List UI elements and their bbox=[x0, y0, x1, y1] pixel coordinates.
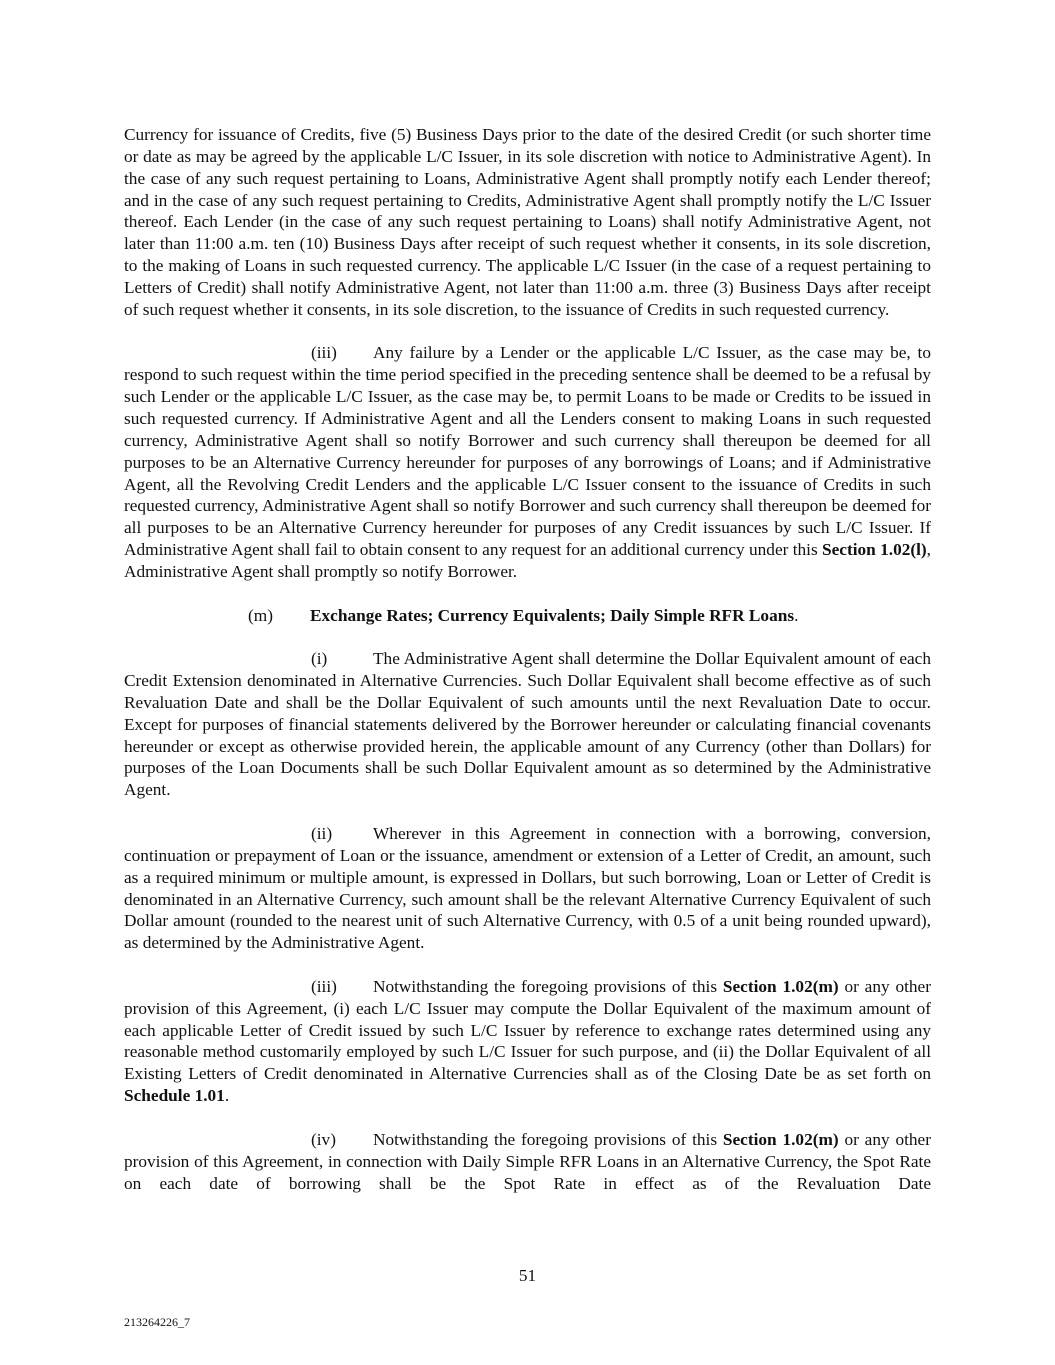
section-reference: Section 1.02(m) bbox=[722, 1129, 839, 1149]
paragraph-m-i: (i) The Administrative Agent shall determine the Dollar Equivalent amount of each Credit Extension denominated in Alternative Currencies. Such Dollar Equivalent shall become effective as of such Revaluation Date and shall be the Dollar Equivalent of such amounts until the next Revaluation Date to occur. Except for purposes of financial statements delivered by the Borrower hereunder or calculating financial covenants hereunder or except as otherwise provided herein, the applicable amount of any Currency (other than Dollars) for purposes of the Loan Documents shall be such Dollar Equivalent amount as so determined by the Administrative Agent. bbox=[124, 649, 931, 800]
clause-number: (iii) bbox=[311, 343, 337, 363]
clause-number: (iii) bbox=[311, 976, 337, 996]
section-reference: Section 1.02(m) bbox=[722, 976, 839, 996]
paragraph-m-iii: (iii) Notwithstanding the foregoing provisions of this Section 1.02(m) or any other provision of this Agreement, (i) each L/C Issuer may compute the Dollar Equivalent of the maximum amount of each applicable Letter of Credit issued by such L/C Issuer by reference to exchange rates determined using any reasonable method customarily employed by such L/C Issuer for such purpose, and (ii) the Dollar Equivalent of all Existing Letters of Credit denominated in Alternative Currencies shall as of the Closing Date be as set forth on Schedule 1.01. bbox=[124, 976, 931, 1106]
section-heading-m: (m) Exchange Rates; Currency Equivalents; Daily Simple RFR Loans. bbox=[248, 605, 799, 625]
schedule-reference: Schedule 1.01 bbox=[124, 1086, 225, 1106]
document-body bbox=[124, 124, 931, 1194]
paragraph-l-iii: (iii) Any failure by a Lender or the applicable L/C Issuer, as the case may be, to respond to such request within the time period specified in the preceding sentence shall be deemed to be a refusal by such Lender or the applicable L/C Issuer, as the case may be, to permit Loans to be made or Credits to be issued in such requested currency. If Administrative Agent and all the Lenders consent to making Loans in such requested currency, Administrative Agent shall so notify Borrower and such currency shall thereupon be deemed for all purposes to be an Alternative Currency hereunder for purposes of any borrowings of Loans; and if Administrative Agent, all the Revolving Credit Lenders and the applicable L/C Issuer consent to the issuance of Credits in such requested currency, Administrative Agent shall so notify Borrower and such currency shall thereupon be deemed for all purposes to be an Alternative Currency hereunder for purposes of any Credit issuances by such L/C Issuer. If Administrative Agent shall fail to obtain consent to any request for an additional currency under this Section 1.02(l), Administrative Agent shall promptly so notify Borrower. bbox=[124, 343, 931, 581]
document-id: 213264226_7 bbox=[124, 1315, 190, 1329]
page-number: 51 bbox=[518, 1266, 537, 1285]
heading-title: Exchange Rates; Currency Equivalents; Daily Simple RFR Loans bbox=[310, 605, 795, 625]
section-reference: Section 1.02(l) bbox=[822, 540, 927, 560]
clause-number: (iv) bbox=[311, 1129, 336, 1149]
clause-number: (m) bbox=[248, 605, 273, 625]
clause-number: (ii) bbox=[311, 824, 333, 843]
paragraph-continuation: Currency for issuance of Credits, five (5) Business Days prior to the date of the desired Credit (or such shorter time or date as may be agreed by the applicable L/C Issuer, in its sole discretion with notice to Administrative Agent). In the case of any such request pertaining to Loans, Administrative Agent shall promptly notify each Lender thereof; and in the case of any such request pertaining to Credits, Administrative Agent shall promptly notify the L/C Issuer thereof. Each Lender (in the case of any such request pertaining to Loans) shall notify Administrative Agent, not later than 11:00 a.m. ten (10) Business Days after receipt of such request whether it consents, in its sole discretion, to the making of Loans in such requested currency. The applicable L/C Issuer (in the case of a request pertaining to Letters of Credit) shall notify Administrative Agent, not later than 11:00 a.m. three (3) Business Days after receipt of such request whether it consents, in its sole discretion, to the issuance of Credits in such requested currency. bbox=[124, 125, 931, 319]
paragraph-m-iv: (iv) Notwithstanding the foregoing provisions of this Section 1.02(m) or any other provision of this Agreement, in connection with Daily Simple RFR Loans in an Alternative Currency, the Spot Rate on each date of borrowing shall be the Spot Rate in effect as of the Revaluation Date bbox=[124, 1129, 931, 1193]
paragraph-m-ii: (ii) Wherever in this Agreement in connection with a borrowing, conversion, continuation or prepayment of Loan or the issuance, amendment or extension of a Letter of Credit, an amount, such as a required minimum or multiple amount, is expressed in Dollars, but such borrowing, Loan or Letter of Credit is denominated in an Alternative Currency, such amount shall be the relevant Alternative Currency Equivalent of such Dollar amount (rounded to the nearest unit of such Alternative Currency, with 0.5 of a unit being rounded upward), as determined by the Administrative Agent. bbox=[124, 824, 931, 953]
clause-number: (i) bbox=[311, 649, 328, 669]
